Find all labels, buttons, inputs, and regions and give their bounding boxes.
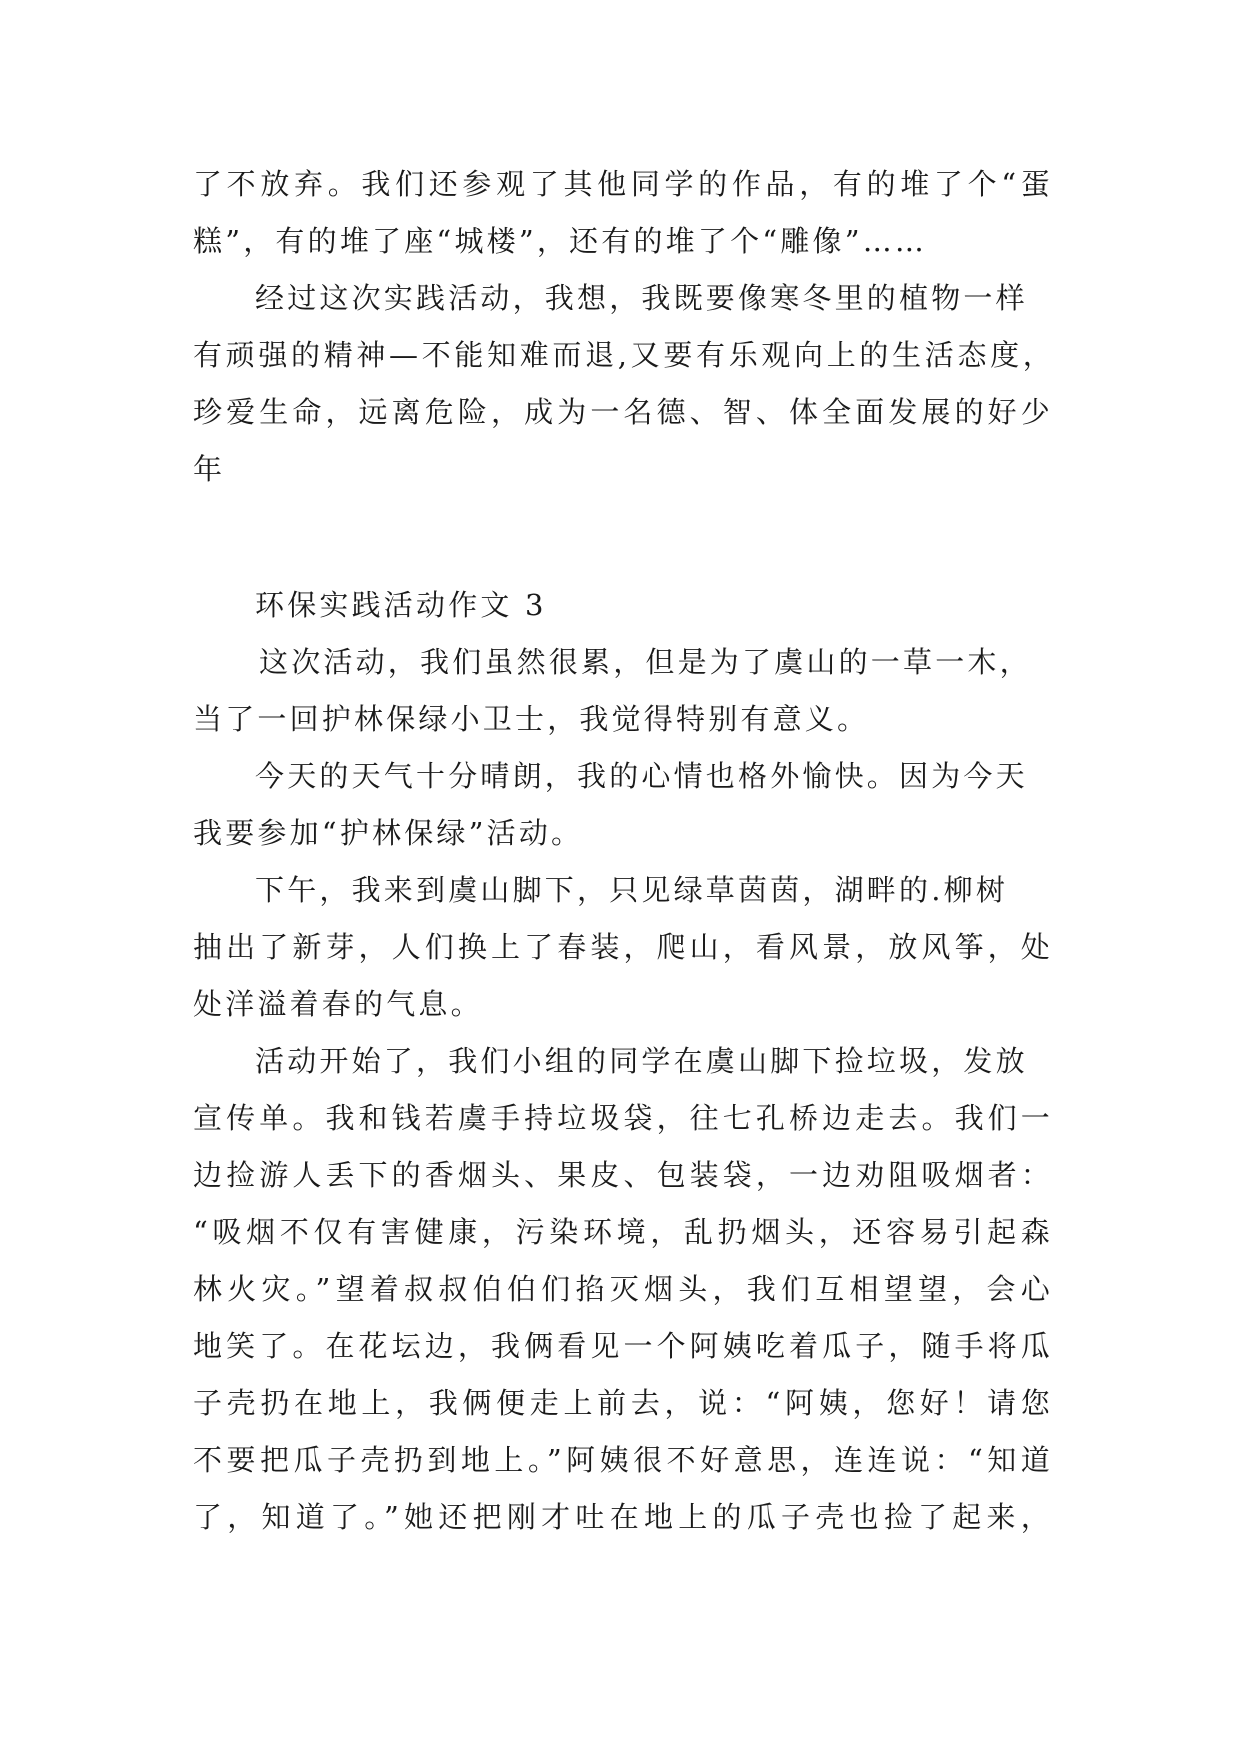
text-line-8: 当了一回护林保绿小卫士，我觉得特别有意义。 — [193, 702, 870, 736]
text-line-18: 林火灾。”望着叔叔伯伯们掐灭烟头，我们互相望望，会心 — [193, 1272, 1053, 1306]
text-line-22: 了，知道了。”她还把刚才吐在地上的瓜子壳也捡了起来， — [193, 1500, 1053, 1534]
text-line-15: 宣传单。我和钱若虞手持垃圾袋，往七孔桥边走去。我们一 — [193, 1101, 1053, 1135]
text-line-20: 子壳扔在地上，我俩便走上前去，说：“阿姨，您好！请您 — [193, 1386, 1053, 1420]
text-line-6: 年 — [193, 452, 226, 486]
text-line-19: 地笑了。在花坛边，我俩看见一个阿姨吃着瓜子，随手将瓜 — [193, 1329, 1053, 1363]
text-line-11: 下午，我来到虞山脚下，只见绿草茵茵，湖畔的.柳树 — [255, 873, 1009, 907]
text-line-10: 我要参加“护林保绿”活动。 — [193, 816, 584, 850]
text-line-14: 活动开始了，我们小组的同学在虞山脚下捡垃圾，发放 — [255, 1044, 1028, 1078]
text-line-4: 有顽强的精神—不能知难而退,又要有乐观向上的生活态度， — [193, 338, 1055, 372]
text-line-7: 这次活动，我们虽然很累，但是为了虞山的一草一木， — [259, 645, 1032, 679]
text-line-21: 不要把瓜子壳扔到地上。”阿姨很不好意思，连连说：“知道 — [193, 1443, 1053, 1477]
text-line-1: 了不放弃。我们还参观了其他同学的作品，有的堆了个“蛋 — [193, 167, 1053, 201]
text-line-2: 糕”，有的堆了座“城楼”，还有的堆了个“雕像”…… — [193, 224, 928, 258]
text-line-13: 处洋溢着春的气息。 — [193, 987, 483, 1021]
text-line-16: 边捡游人丢下的香烟头、果皮、包装袋，一边劝阻吸烟者： — [193, 1158, 1053, 1192]
text-line-12: 抽出了新芽，人们换上了春装，爬山，看风景，放风筝，处 — [193, 930, 1053, 964]
text-line-5: 珍爱生命，远离危险，成为一名德、智、体全面发展的好少 — [193, 395, 1053, 429]
text-line-3: 经过这次实践活动，我想，我既要像寒冬里的植物一样 — [255, 281, 1028, 315]
text-line-17: “吸烟不仅有害健康，污染环境，乱扔烟头，还容易引起森 — [193, 1215, 1053, 1249]
section-heading: 环保实践活动作文 3 — [255, 588, 547, 622]
text-line-9: 今天的天气十分晴朗，我的心情也格外愉快。因为今天 — [255, 759, 1028, 793]
